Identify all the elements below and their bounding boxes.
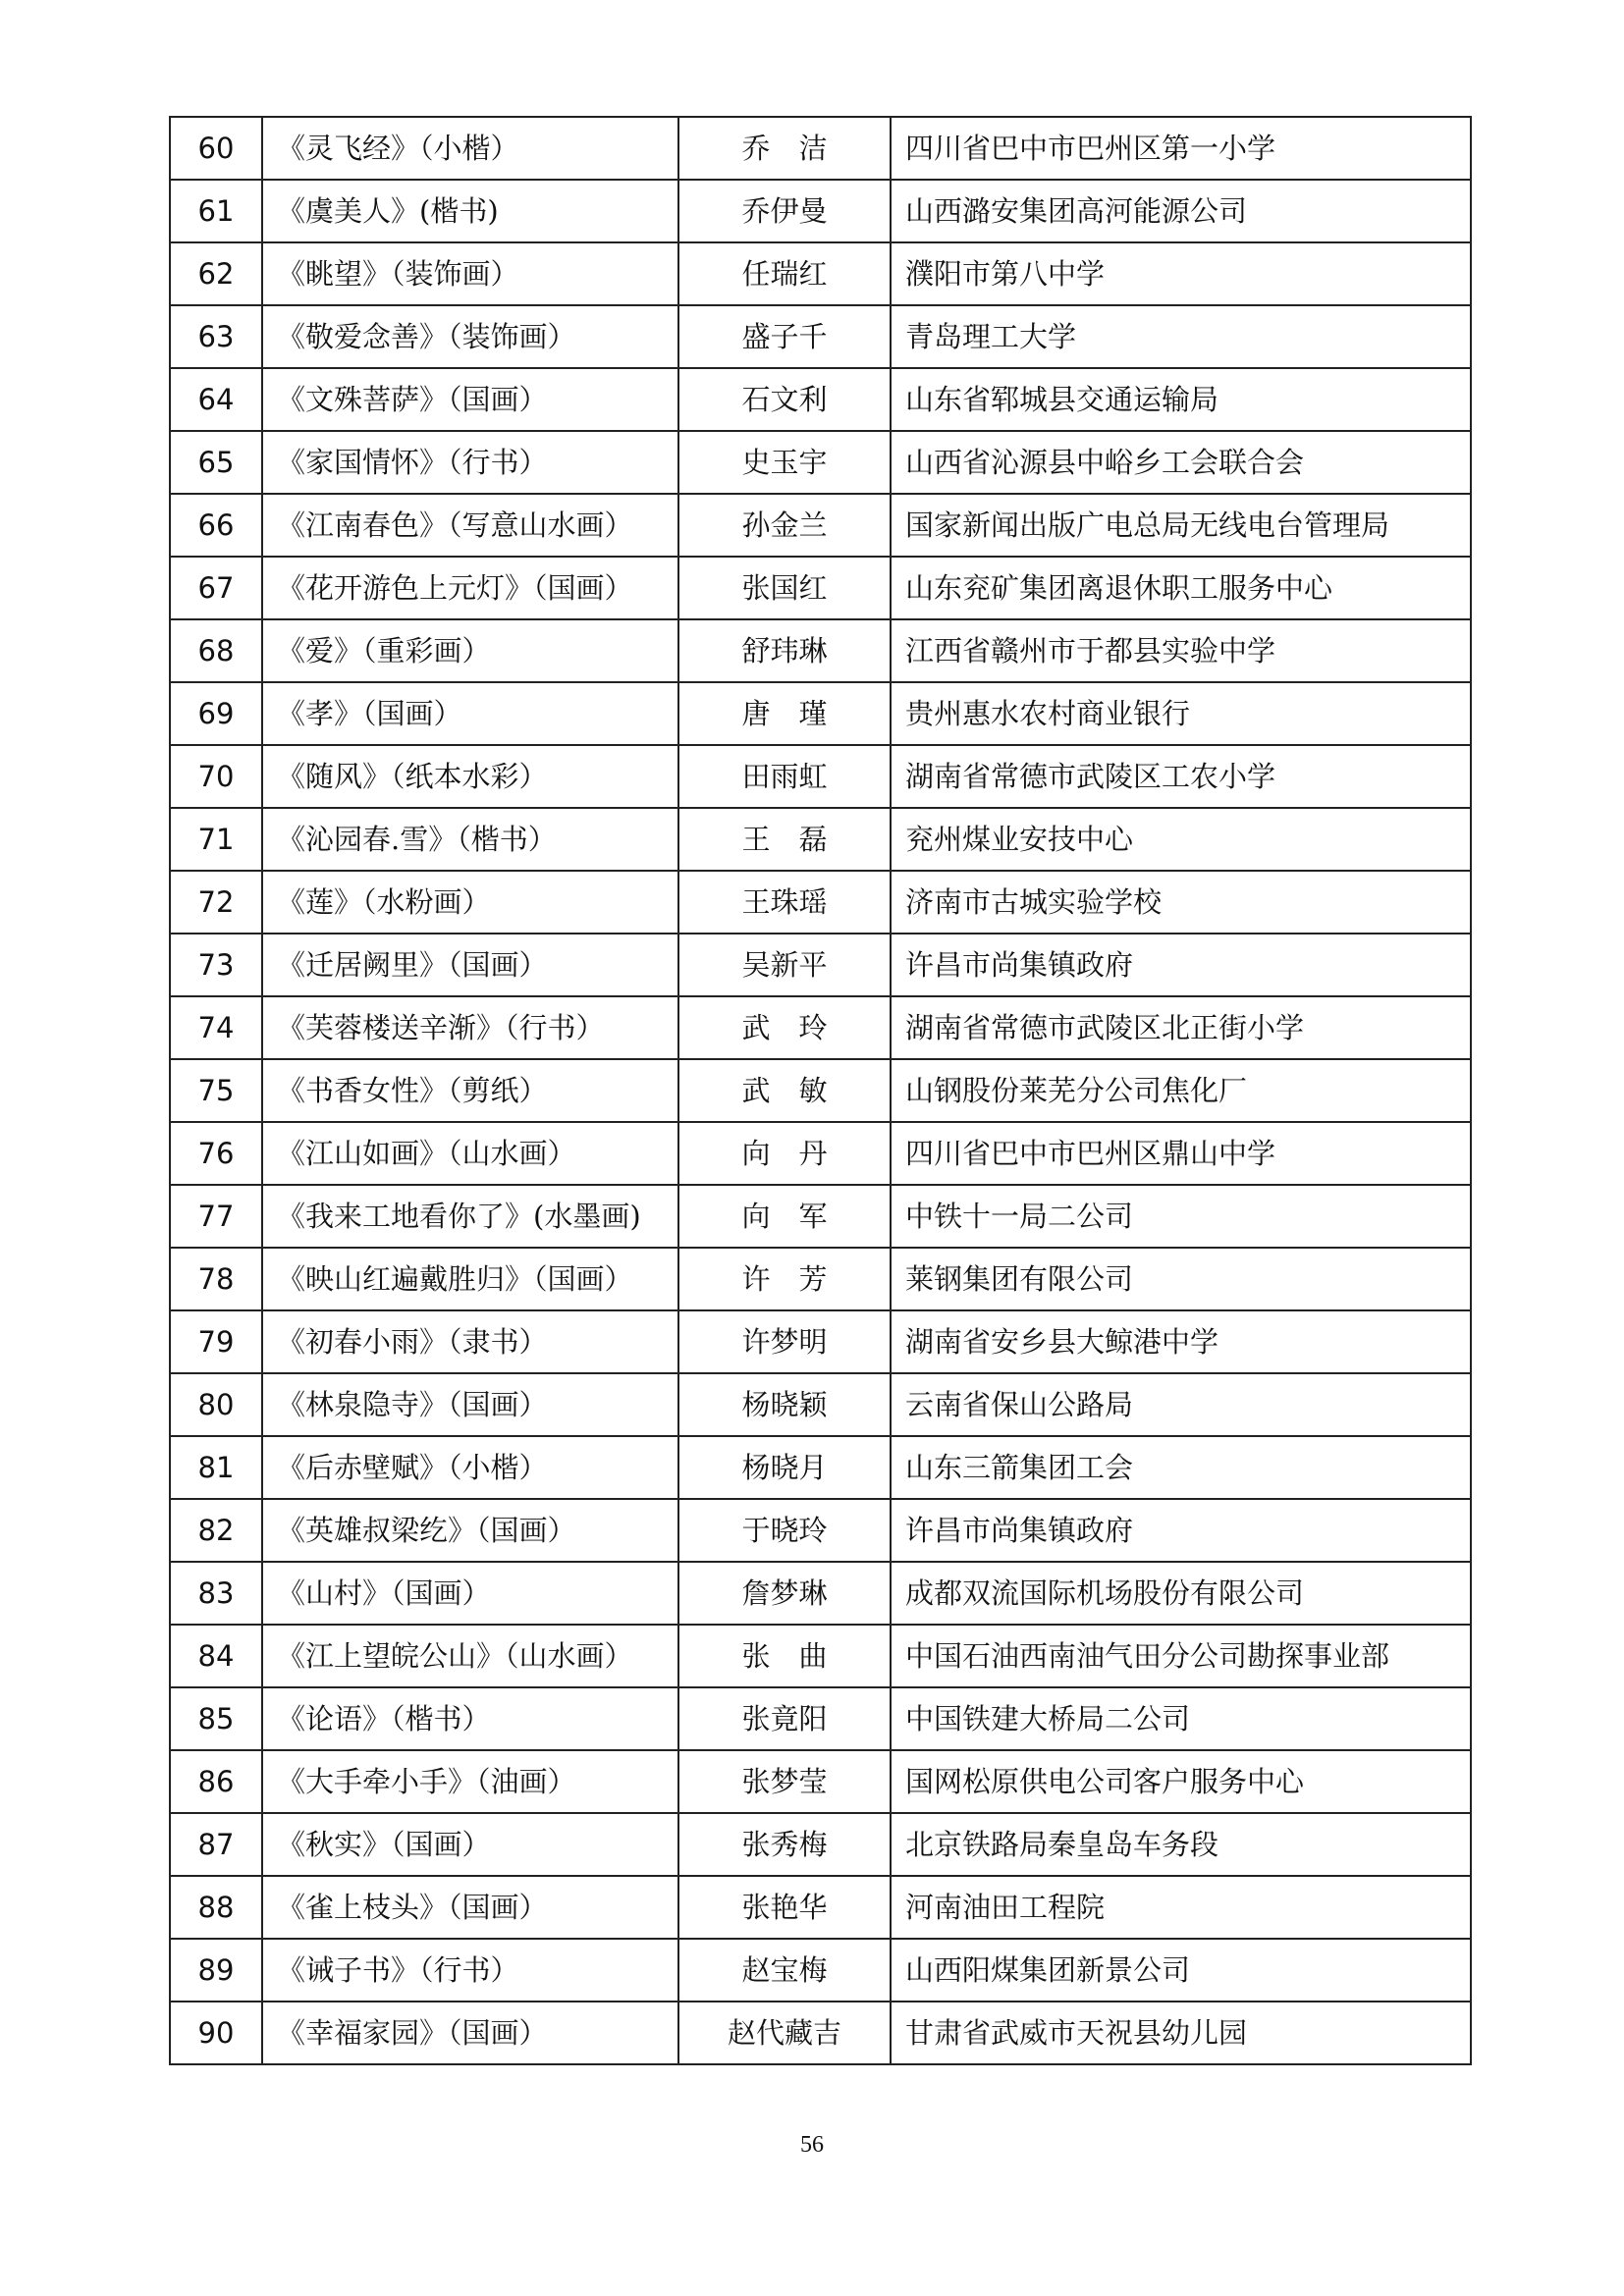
- entry-number: 67: [170, 557, 262, 619]
- work-title: 《眺望》（装饰画）: [262, 242, 678, 305]
- affiliation: 青岛理工大学: [891, 305, 1471, 368]
- author-name: 许 芳: [678, 1248, 891, 1310]
- table-row: [170, 745, 1471, 808]
- author-name: 杨晓颖: [678, 1373, 891, 1436]
- work-title: 《后赤壁赋》（小楷）: [262, 1436, 678, 1499]
- author-name: 詹梦琳: [678, 1562, 891, 1625]
- work-title: 《花开游色上元灯》（国画）: [262, 557, 678, 619]
- affiliation: 中国铁建大桥局二公司: [891, 1687, 1471, 1750]
- affiliation: 云南省保山公路局: [891, 1373, 1471, 1436]
- table-row: [170, 808, 1471, 871]
- affiliation: 山钢股份莱芜分公司焦化厂: [891, 1059, 1471, 1122]
- work-title: 《孝》（国画）: [262, 682, 678, 745]
- affiliation: 山东省郓城县交通运输局: [891, 368, 1471, 431]
- table-row: [170, 117, 1471, 180]
- affiliation: 湖南省安乡县大鲸港中学: [891, 1310, 1471, 1373]
- work-title: 《文殊菩萨》（国画）: [262, 368, 678, 431]
- entry-number: 66: [170, 494, 262, 557]
- affiliation: 山东三箭集团工会: [891, 1436, 1471, 1499]
- entry-number: 86: [170, 1750, 262, 1813]
- table-row: [170, 682, 1471, 745]
- author-name: 乔伊曼: [678, 180, 891, 242]
- entry-number: 85: [170, 1687, 262, 1750]
- work-title: 《芙蓉楼送辛渐》（行书）: [262, 996, 678, 1059]
- entry-number: 78: [170, 1248, 262, 1310]
- work-title: 《灵飞经》（小楷）: [262, 117, 678, 180]
- author-name: 张艳华: [678, 1876, 891, 1939]
- work-title: 《敬爱念善》（装饰画）: [262, 305, 678, 368]
- affiliation: 山西阳煤集团新景公司: [891, 1939, 1471, 2002]
- author-name: 任瑞红: [678, 242, 891, 305]
- table-row: [170, 1562, 1471, 1625]
- affiliation: 江西省赣州市于都县实验中学: [891, 619, 1471, 682]
- entry-number: 79: [170, 1310, 262, 1373]
- work-title: 《秋实》（国画）: [262, 1813, 678, 1876]
- affiliation: 山西省沁源县中峪乡工会联合会: [891, 431, 1471, 494]
- work-title: 《沁园春.雪》（楷书）: [262, 808, 678, 871]
- entry-number: 83: [170, 1562, 262, 1625]
- work-title: 《爱》（重彩画）: [262, 619, 678, 682]
- work-title: 《大手牵小手》（油画）: [262, 1750, 678, 1813]
- author-name: 张梦莹: [678, 1750, 891, 1813]
- entry-number: 80: [170, 1373, 262, 1436]
- author-name: 杨晓月: [678, 1436, 891, 1499]
- entry-number: 69: [170, 682, 262, 745]
- table-row: [170, 305, 1471, 368]
- affiliation: 四川省巴中市巴州区鼎山中学: [891, 1122, 1471, 1185]
- table-row: [170, 1687, 1471, 1750]
- affiliation: 山东兖矿集团离退休职工服务中心: [891, 557, 1471, 619]
- work-title: 《山村》（国画）: [262, 1562, 678, 1625]
- table-row: [170, 368, 1471, 431]
- table-row: [170, 1499, 1471, 1562]
- table-row: [170, 934, 1471, 996]
- work-title: 《论语》（楷书）: [262, 1687, 678, 1750]
- author-name: 舒玮琳: [678, 619, 891, 682]
- table-row: [170, 242, 1471, 305]
- table-row: [170, 1750, 1471, 1813]
- author-name: 赵代藏吉: [678, 2002, 891, 2064]
- table-row: [170, 619, 1471, 682]
- table-row: [170, 1185, 1471, 1248]
- work-title: 《迁居阙里》（国画）: [262, 934, 678, 996]
- affiliation: 中铁十一局二公司: [891, 1185, 1471, 1248]
- work-title: 《幸福家园》（国画）: [262, 2002, 678, 2064]
- author-name: 武 玲: [678, 996, 891, 1059]
- table-row: [170, 1813, 1471, 1876]
- table-row: [170, 996, 1471, 1059]
- entry-number: 60: [170, 117, 262, 180]
- entry-number: 89: [170, 1939, 262, 2002]
- work-title: 《江上望皖公山》（山水画）: [262, 1625, 678, 1687]
- table-row: [170, 494, 1471, 557]
- entry-number: 71: [170, 808, 262, 871]
- work-title: 《英雄叔梁纥》（国画）: [262, 1499, 678, 1562]
- affiliation: 北京铁路局秦皇岛车务段: [891, 1813, 1471, 1876]
- entry-number: 73: [170, 934, 262, 996]
- entry-number: 65: [170, 431, 262, 494]
- affiliation: 濮阳市第八中学: [891, 242, 1471, 305]
- table-row: [170, 1625, 1471, 1687]
- entry-number: 62: [170, 242, 262, 305]
- table-row: [170, 871, 1471, 934]
- table-row: [170, 1059, 1471, 1122]
- entry-number: 72: [170, 871, 262, 934]
- entry-number: 87: [170, 1813, 262, 1876]
- entry-number: 68: [170, 619, 262, 682]
- author-name: 张 曲: [678, 1625, 891, 1687]
- work-title: 《我来工地看你了》(水墨画): [262, 1185, 678, 1248]
- table-row: [170, 180, 1471, 242]
- work-title: 《诫子书》（行书）: [262, 1939, 678, 2002]
- author-name: 王 磊: [678, 808, 891, 871]
- affiliation: 甘肃省武威市天祝县幼儿园: [891, 2002, 1471, 2064]
- author-name: 王珠瑶: [678, 871, 891, 934]
- entry-number: 77: [170, 1185, 262, 1248]
- author-name: 向 丹: [678, 1122, 891, 1185]
- affiliation: 四川省巴中市巴州区第一小学: [891, 117, 1471, 180]
- entry-number: 82: [170, 1499, 262, 1562]
- author-name: 史玉宇: [678, 431, 891, 494]
- table-row: [170, 1373, 1471, 1436]
- entry-number: 64: [170, 368, 262, 431]
- affiliation: 济南市古城实验学校: [891, 871, 1471, 934]
- author-name: 张竟阳: [678, 1687, 891, 1750]
- affiliation: 许昌市尚集镇政府: [891, 934, 1471, 996]
- page-number: 56: [800, 2132, 824, 2158]
- work-title: 《雀上枝头》（国画）: [262, 1876, 678, 1939]
- author-name: 石文利: [678, 368, 891, 431]
- work-title: 《林泉隐寺》（国画）: [262, 1373, 678, 1436]
- work-title: 《莲》（水粉画）: [262, 871, 678, 934]
- affiliation: 河南油田工程院: [891, 1876, 1471, 1939]
- author-name: 向 军: [678, 1185, 891, 1248]
- affiliation: 中国石油西南油气田分公司勘探事业部: [891, 1625, 1471, 1687]
- author-name: 张秀梅: [678, 1813, 891, 1876]
- table-row: [170, 1310, 1471, 1373]
- affiliation: 湖南省常德市武陵区工农小学: [891, 745, 1471, 808]
- affiliation: 许昌市尚集镇政府: [891, 1499, 1471, 1562]
- author-name: 孙金兰: [678, 494, 891, 557]
- author-name: 武 敏: [678, 1059, 891, 1122]
- entry-number: 63: [170, 305, 262, 368]
- entry-number: 70: [170, 745, 262, 808]
- entry-number: 74: [170, 996, 262, 1059]
- author-name: 田雨虹: [678, 745, 891, 808]
- author-name: 盛子千: [678, 305, 891, 368]
- work-title: 《江南春色》（写意山水画）: [262, 494, 678, 557]
- affiliation: 山西潞安集团高河能源公司: [891, 180, 1471, 242]
- entry-number: 90: [170, 2002, 262, 2064]
- affiliation: 贵州惠水农村商业银行: [891, 682, 1471, 745]
- table-row: [170, 2002, 1471, 2064]
- work-title: 《江山如画》（山水画）: [262, 1122, 678, 1185]
- entry-number: 88: [170, 1876, 262, 1939]
- affiliation: 国网松原供电公司客户服务中心: [891, 1750, 1471, 1813]
- author-name: 张国红: [678, 557, 891, 619]
- entry-number: 75: [170, 1059, 262, 1122]
- author-name: 吴新平: [678, 934, 891, 996]
- table-row: [170, 557, 1471, 619]
- work-title: 《初春小雨》（隶书）: [262, 1310, 678, 1373]
- table-row: [170, 1939, 1471, 2002]
- entry-number: 76: [170, 1122, 262, 1185]
- entry-number: 61: [170, 180, 262, 242]
- affiliation: 成都双流国际机场股份有限公司: [891, 1562, 1471, 1625]
- award-list-body: [170, 117, 1471, 2064]
- table-row: [170, 1436, 1471, 1499]
- work-title: 《映山红遍戴胜归》（国画）: [262, 1248, 678, 1310]
- work-title: 《书香女性》（剪纸）: [262, 1059, 678, 1122]
- author-name: 乔 洁: [678, 117, 891, 180]
- author-name: 赵宝梅: [678, 1939, 891, 2002]
- author-name: 许梦明: [678, 1310, 891, 1373]
- author-name: 于晓玲: [678, 1499, 891, 1562]
- table-row: [170, 1122, 1471, 1185]
- affiliation: 湖南省常德市武陵区北正街小学: [891, 996, 1471, 1059]
- work-title: 《随风》（纸本水彩）: [262, 745, 678, 808]
- table-row: [170, 431, 1471, 494]
- award-list-table: [169, 116, 1472, 2065]
- entry-number: 84: [170, 1625, 262, 1687]
- author-name: 唐 瑾: [678, 682, 891, 745]
- affiliation: 兖州煤业安技中心: [891, 808, 1471, 871]
- affiliation: 莱钢集团有限公司: [891, 1248, 1471, 1310]
- entry-number: 81: [170, 1436, 262, 1499]
- work-title: 《家国情怀》（行书）: [262, 431, 678, 494]
- affiliation: 国家新闻出版广电总局无线电台管理局: [891, 494, 1471, 557]
- table-row: [170, 1248, 1471, 1310]
- table-row: [170, 1876, 1471, 1939]
- work-title: 《虞美人》(楷书): [262, 180, 678, 242]
